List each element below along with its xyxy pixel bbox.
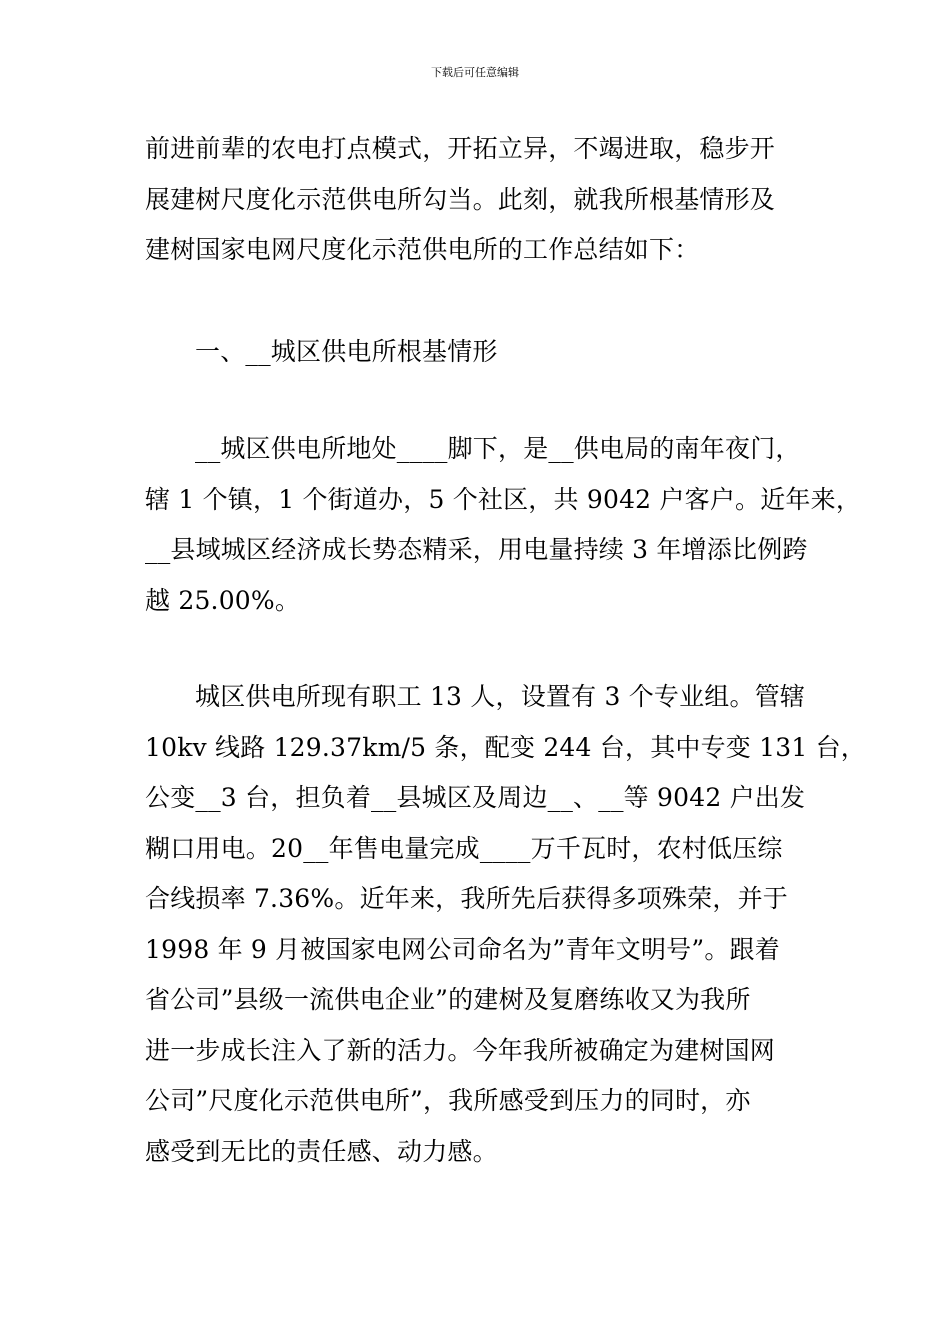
staff-line: 公变__3 台，担负着__县城区及周边__、__等 9042 户出发 <box>145 783 806 812</box>
staff-line: 感受到无比的责任感、动力感。 <box>145 1136 498 1166</box>
intro-line: 建树国家电网尺度化示范供电所的工作总结如下： <box>145 235 700 264</box>
staff-line: 省公司”县级一流供电企业”的建树及复磨练收又为我所 <box>145 985 751 1014</box>
staff-line: 糊口用电。20__年售电量完成____万千瓦时，农村低压综 <box>145 833 783 863</box>
overview-line: __县域城区经济成长势态精采，用电量持续 3 年增添比例跨 <box>145 535 808 564</box>
staff-line: 城区供电所现有职工 13 人，设置有 3 个专业组。管辖 <box>195 682 806 711</box>
staff-line: 公司”尺度化示范供电所”，我所感受到压力的同时，亦 <box>145 1086 751 1115</box>
staff-line: 10kv 线路 129.37km/5 条，配变 244 台，其中专变 131 台， <box>145 732 867 762</box>
overview-line: 辖 1 个镇，1 个街道办，5 个社区，共 9042 户客户。近年来， <box>145 484 862 514</box>
staff-paragraph <box>145 672 867 1177</box>
overview-paragraph <box>145 424 862 626</box>
overview-line: 越 25.00%。 <box>145 585 301 615</box>
staff-line: 进一步成长注入了新的活力。今年我所被确定为建树国网 <box>145 1035 776 1065</box>
intro-line: 展建树尺度化示范供电所勾当。此刻，就我所根基情形及 <box>145 184 776 214</box>
staff-line: 合线损率 7.36%。近年来，我所先后获得多项殊荣，并于 <box>145 884 788 913</box>
intro-line: 前进前辈的农电打点模式，开拓立异，不竭进取，稳步开 <box>145 134 776 163</box>
intro-paragraph <box>145 124 815 276</box>
section-heading <box>195 327 865 378</box>
overview-line: __城区供电所地处____脚下，是__供电局的南年夜门， <box>195 434 801 463</box>
page-header: 下载后可任意编辑 <box>431 66 519 79</box>
staff-line: 1998 年 9 月被国家电网公司命名为”青年文明号”。跟着 <box>145 934 780 964</box>
section-heading-text: 一、__城区供电所根基情形 <box>195 337 498 366</box>
